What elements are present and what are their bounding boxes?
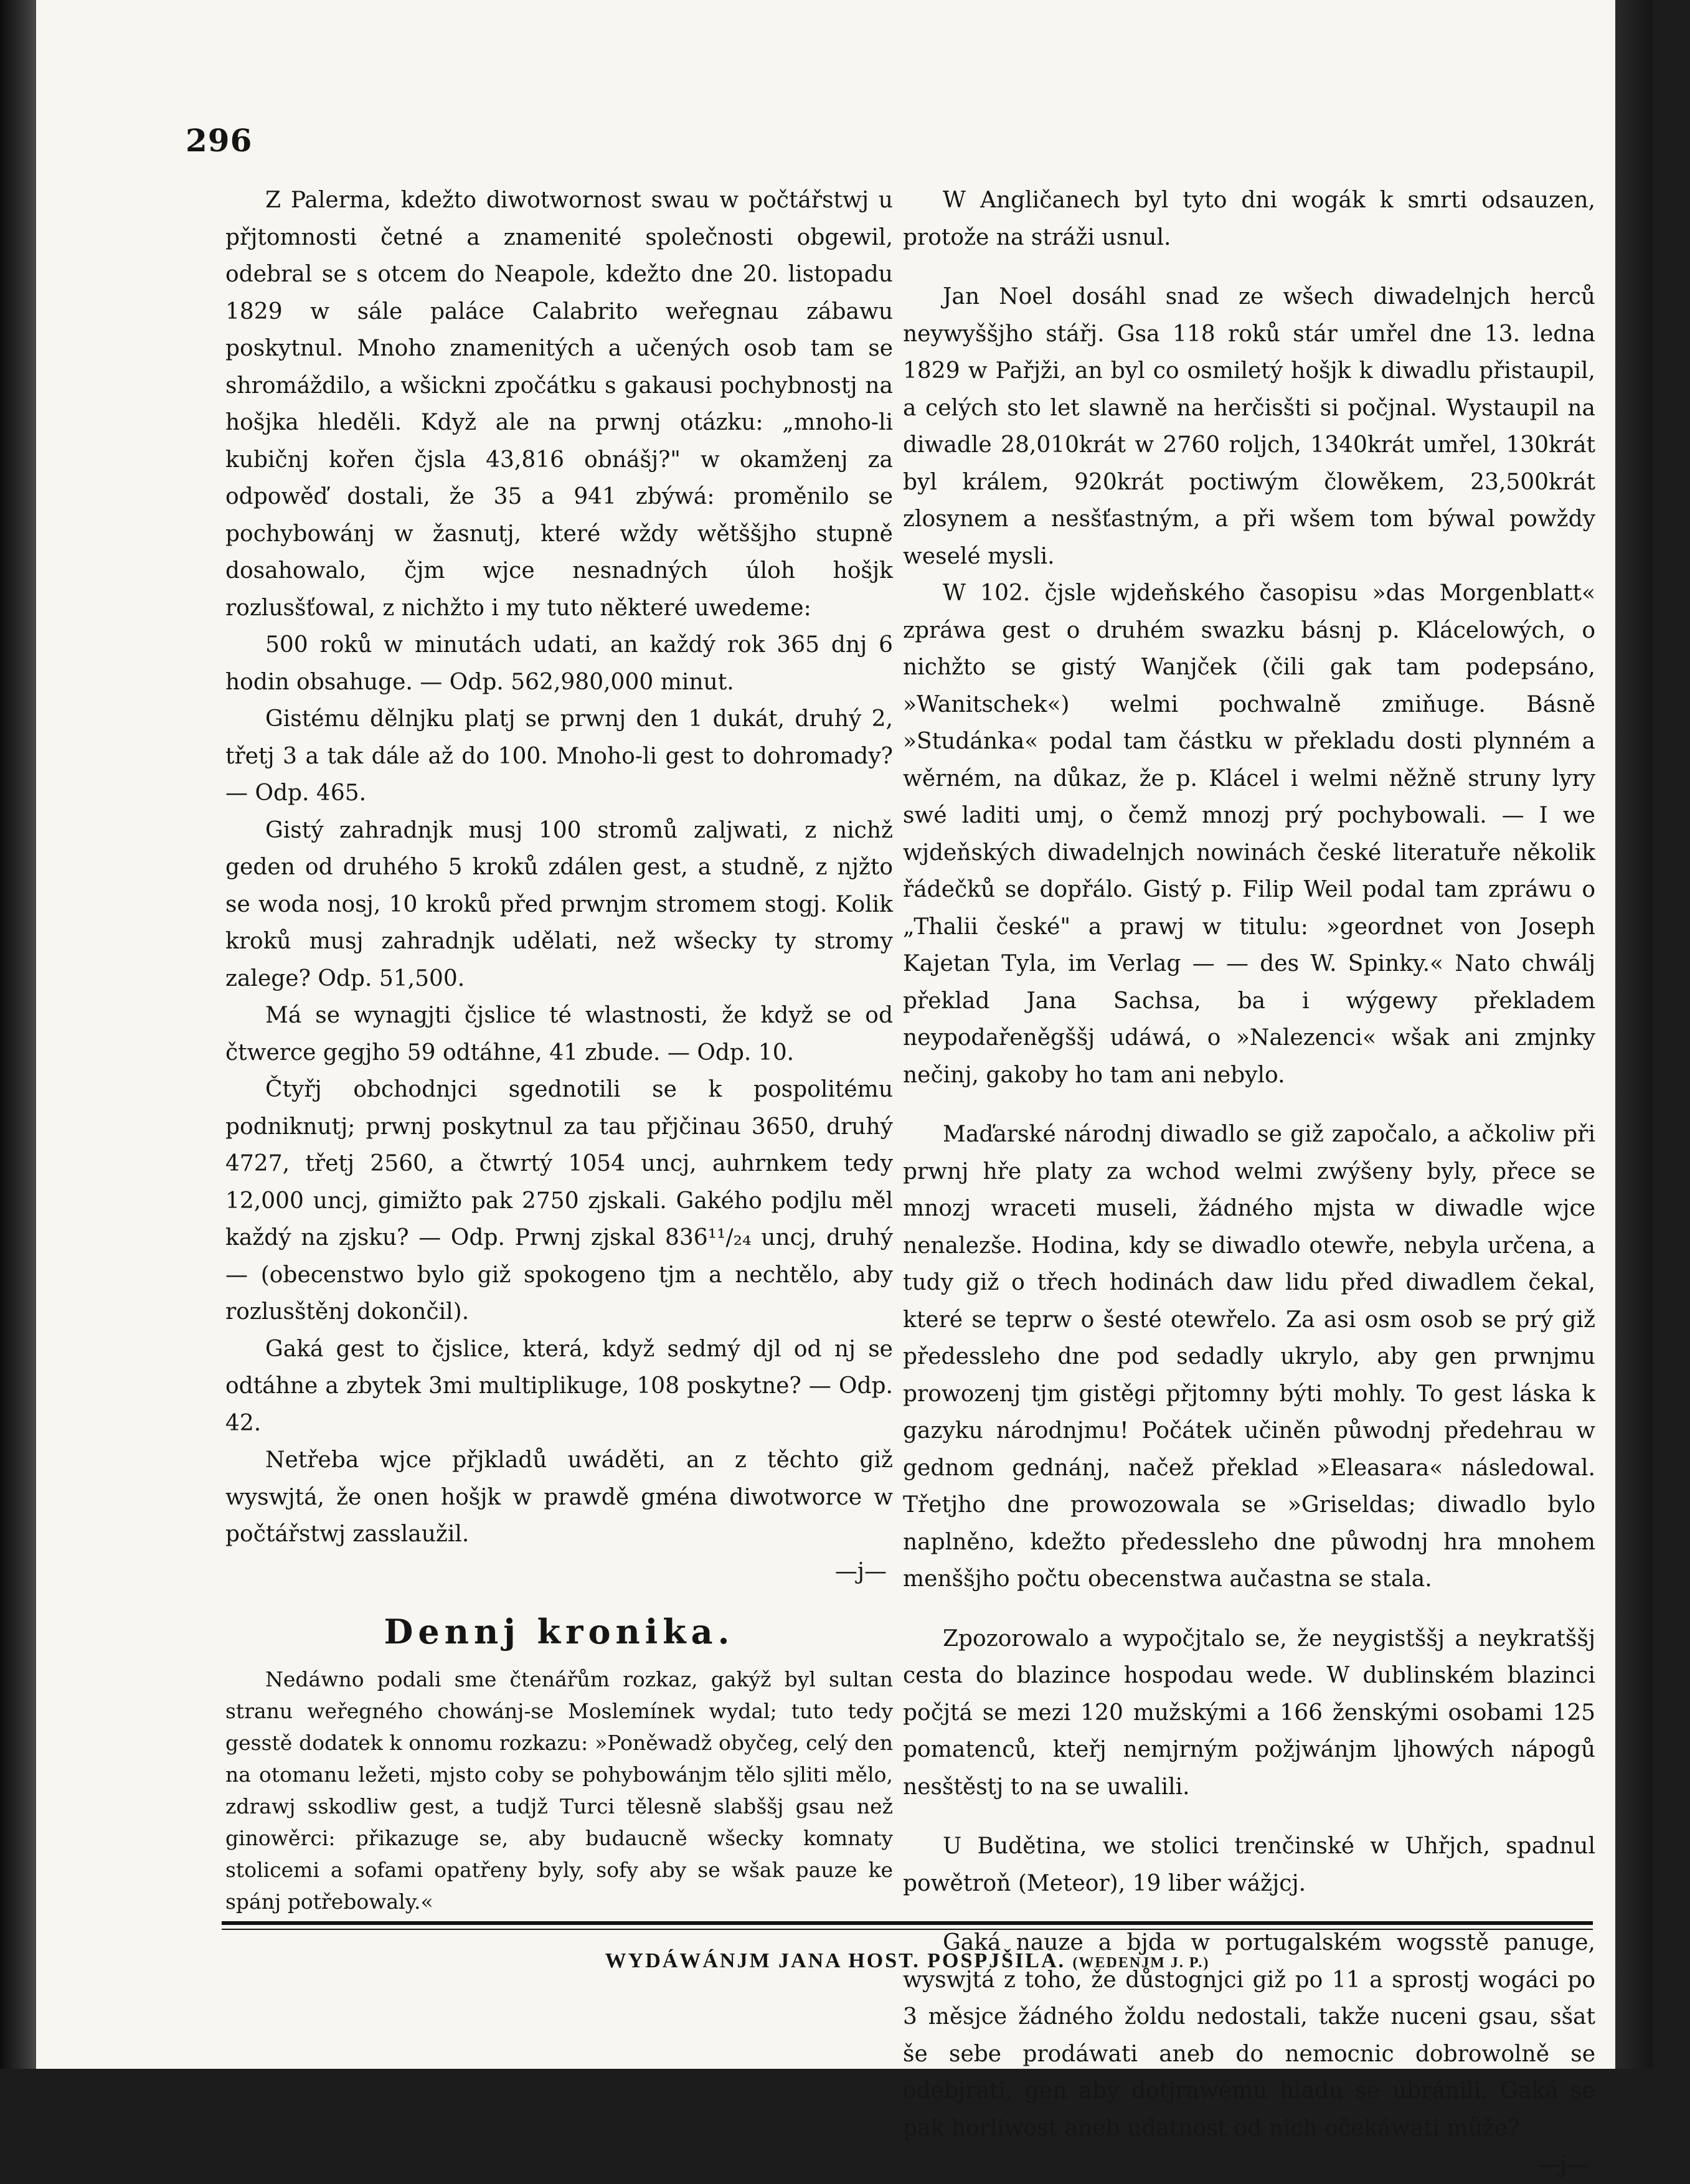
paragraph: Má se wynagjti čjslice té wlastnosti, že když se od čtwerce gegjho 59 odtáhne, 41 zbude. — Odp. 10. bbox=[225, 1003, 893, 1066]
footer-imprint bbox=[222, 1949, 1593, 1973]
scan-edge bbox=[0, 0, 36, 2069]
right-column bbox=[903, 182, 1595, 2184]
scan-edge-right bbox=[1615, 0, 1653, 2069]
paragraph: Maďarské národnj diwadlo se giž započalo, a ačkoliw při prwnj hře platy za wchod welmi zwýšeny byly, přece se mnozj wraceti museli, žádného mjsta w diwadle wjce nenalezše. Hodina, kdy se diwadlo otewře, nebyla určena, a tudy giž o třech hodinách daw lidu před diwadlem čekal, které se teprw o šesté otewřelo. Za asi osm osob se prý giž předessleho dne pod sedadly ukrylo, aby gen prwnjmu prowozenj tjm gistěgi přjtomny býti mohly. To gest láska k gazyku národnjmu! Počátek učiněn půwodnj předehrau w gednom gednánj, načež překlad »Eleasara« následowal. Třetjho dne prowozowala se »Griseldas; diwadlo bylo naplněno, kdežto předessleho dne půwodnj hra mnohem menššjho počtu obecenstwa aučastna se stala. bbox=[903, 1122, 1595, 1592]
paragraph: Nedáwno podali sme čtenářům rozkaz, gakýž byl sultan stranu weřegného chowánj-se Moslemínek wydal; tuto tedy gesstě dodatek k onnomu rozkazu: »Poněwadž obyčeg, celý den na otomanu ležeti, mjsto coby se pohybowánjm tělo sjliti mělo, zdrawj sskodliw gest, a tudjž Turci tělesně slabššj gsau než ginowěrci: přikazuge se, aby budaucně wšecky komnaty stolicemi a sofami opatřeny byly, sofy aby se wšak pauze ke spánj potřebowaly.« bbox=[225, 1666, 893, 1914]
signature: —j— bbox=[834, 1558, 887, 1584]
paragraph: 500 roků w minutách udati, an každý rok 365 dnj 6 hodin obsahuge. — Odp. 562,980,000 minut. bbox=[225, 632, 893, 695]
publisher-imprint: WYDÁWÁNJM JANA HOST. POSPJŠILA. bbox=[605, 1949, 1066, 1972]
paragraph: Gaká gest to čjslice, která, když sedmý djl od nj se odtáhne a zbytek 3mi multiplikuge, 108 poskytne? — Odp. 42. bbox=[225, 1336, 893, 1436]
page-number: 296 bbox=[186, 122, 253, 159]
paragraph: U Budětina, we stolici trenčinské w Uhřjch, spadnul powětroň (Meteor), 19 liber wážjcj. bbox=[903, 1833, 1595, 1896]
footer-rule-thin bbox=[222, 1929, 1593, 1930]
signature: —j— bbox=[1537, 2152, 1589, 2178]
section-title: Dennj kronika. bbox=[384, 1612, 735, 1652]
paragraph: Z Palerma, kdežto diwotwornost swau w počtářstwj u přjtomnosti četné a znamenité společnosti obgewil, odebral se s otcem do Neapole, kdežto dne 20. listopadu 1829 w sále paláce Calabrito weřegnau zábawu poskytnul. Mnoho znamenitých a učených osob tam se shromáždilo, a wšickni zpočátku s gakausi pochybnostj na hošjka hleděli. Když ale na prwnj otázku: „mnoho-li kubičnj kořen čjsla 43,816 obnášj?" w okamženj za odpowěď dostali, že 35 a 941 zbýwá: proměnilo se pochybowánj w žasnutj, které wždy wětššjho stupně dosahowalo, čjm wjce nesnadných úloh hošjk rozlusšťowal, z nichžto i my tuto některé uwedeme: bbox=[225, 187, 893, 621]
paragraph: Jan Noel dosáhl snad ze wšech diwadelnjch herců neywyššjho stářj. Gsa 118 roků stár umřel dne 13. ledna 1829 w Pařjži, an byl co osmiletý hošjk k diwadlu přistaupil, a celých sto let slawně na herčisšti si počjnal. Wystaupil na diwadle 28,010krát w 2760 roljch, 1340krát umřel, 130krát byl králem, 920krát poctiwým člowěkem, 23,500krát zlosynem a nesšťastným, a při wšem tom býwal powždy weselé mysli. bbox=[903, 284, 1595, 569]
left-column bbox=[225, 182, 893, 1917]
paragraph: Gaká nauze a bjda w portugalském wogsstě panuge, wyswjtá z toho, že důstognjci giž po 11 a sprostj wogáci po 3 měsjce žádného žoldu nedostali, takže nuceni gsau, sšat še sebe prodáwati aneb do nemocnic dobrowolně se odebjrati, gen aby dotjrawému hladu se ubránili. Gaká se pak horliwost aneb udatnost od nich očekáwati může? bbox=[903, 1930, 1595, 2141]
paragraph: Zpozorowalo a wypočjtalo se, že neygistššj a neykratššj cesta do blazince hospodau wede. W dublinském blazinci počjtá se mezi 120 mužskými a 166 ženskými osobami 125 pomatenců, kteřj nemjrným požjwánjm ljhowých nápogů nesštěstj to na se uwalili. bbox=[903, 1625, 1595, 1800]
paragraph: Gistý zahradnjk musj 100 stromů zaljwati, z nichž geden od druhého 5 kroků zdálen gest, a studně, z njžto se woda nosj, 10 kroků před prwnjm stromem stogj. Kolik kroků musj zahradnjk udělati, než wšecky ty stromy zalege? Odp. 51,500. bbox=[225, 817, 893, 991]
footer-rule bbox=[222, 1921, 1593, 1925]
editor-note: (WEDENJM J. P.) bbox=[1072, 1955, 1210, 1971]
paragraph: W Angličanech byl tyto dni wogák k smrti odsauzen, protože na stráži usnul. bbox=[903, 187, 1595, 250]
paragraph: Gistému dělnjku platj se prwnj den 1 dukát, druhý 2, třetj 3 a tak dále až do 100. Mnoho-li gest to dohromady? — Odp. 465. bbox=[225, 706, 893, 806]
paragraph: W 102. čjsle wjdeňského časopisu »das Morgenblatt« zpráwa gest o druhém swazku básnj p. Klácelowých, o nichžto se gistý Wanjček (čili gak tam podepsáno, »Wanitschek«) welmi pochwalně zmiňuge. Básně »Studánka« podal tam částku w překladu dosti plynném a wěrném, na důkaz, že p. Klácel i welmi něžně struny lyry swé laditi umj, o čemž mnozj prý pochybowali. — I we wjdeňských diwadelnjch nowinách české literatuře několik řádečků se dopřálo. Gistý p. Filip Weil podal tam zpráwu o „Thalii české" a prawj w titulu: »geordnet von Joseph Kajetan Tyla, im Verlag — — des W. Spinky.« Nato chwálj překlad Jana Sachsa, ba i wýgewy překladem neypodařeněgššj udáwá, o »Nalezenci« wšak ani zmjnky nečinj, gakoby ho tam ani nebylo. bbox=[903, 580, 1595, 1088]
paragraph: Netřeba wjce přjkladů uwáděti, an z těchto giž wyswjtá, že onen hošjk w prawdě gména diwotworce w počtářstwj zasslaužil. bbox=[225, 1447, 893, 1547]
paragraph: Čtyřj obchodnjci sgednotili se k pospolitému podniknutj; prwnj poskytnul za tau přjčinau 3650, druhý 4727, třetj 2560, a čtwrtý 1054 uncj, auhrnkem tedy 12,000 uncj, gimižto pak 2750 zjskali. Gakého podjlu měl každý na zjsku? — Odp. Prwnj zjskal 836¹¹/₂₄ uncj, druhý — (obecenstwo bylo giž spokogeno tjm a nechtělo, aby rozlusštěnj dokončil). bbox=[225, 1077, 893, 1325]
